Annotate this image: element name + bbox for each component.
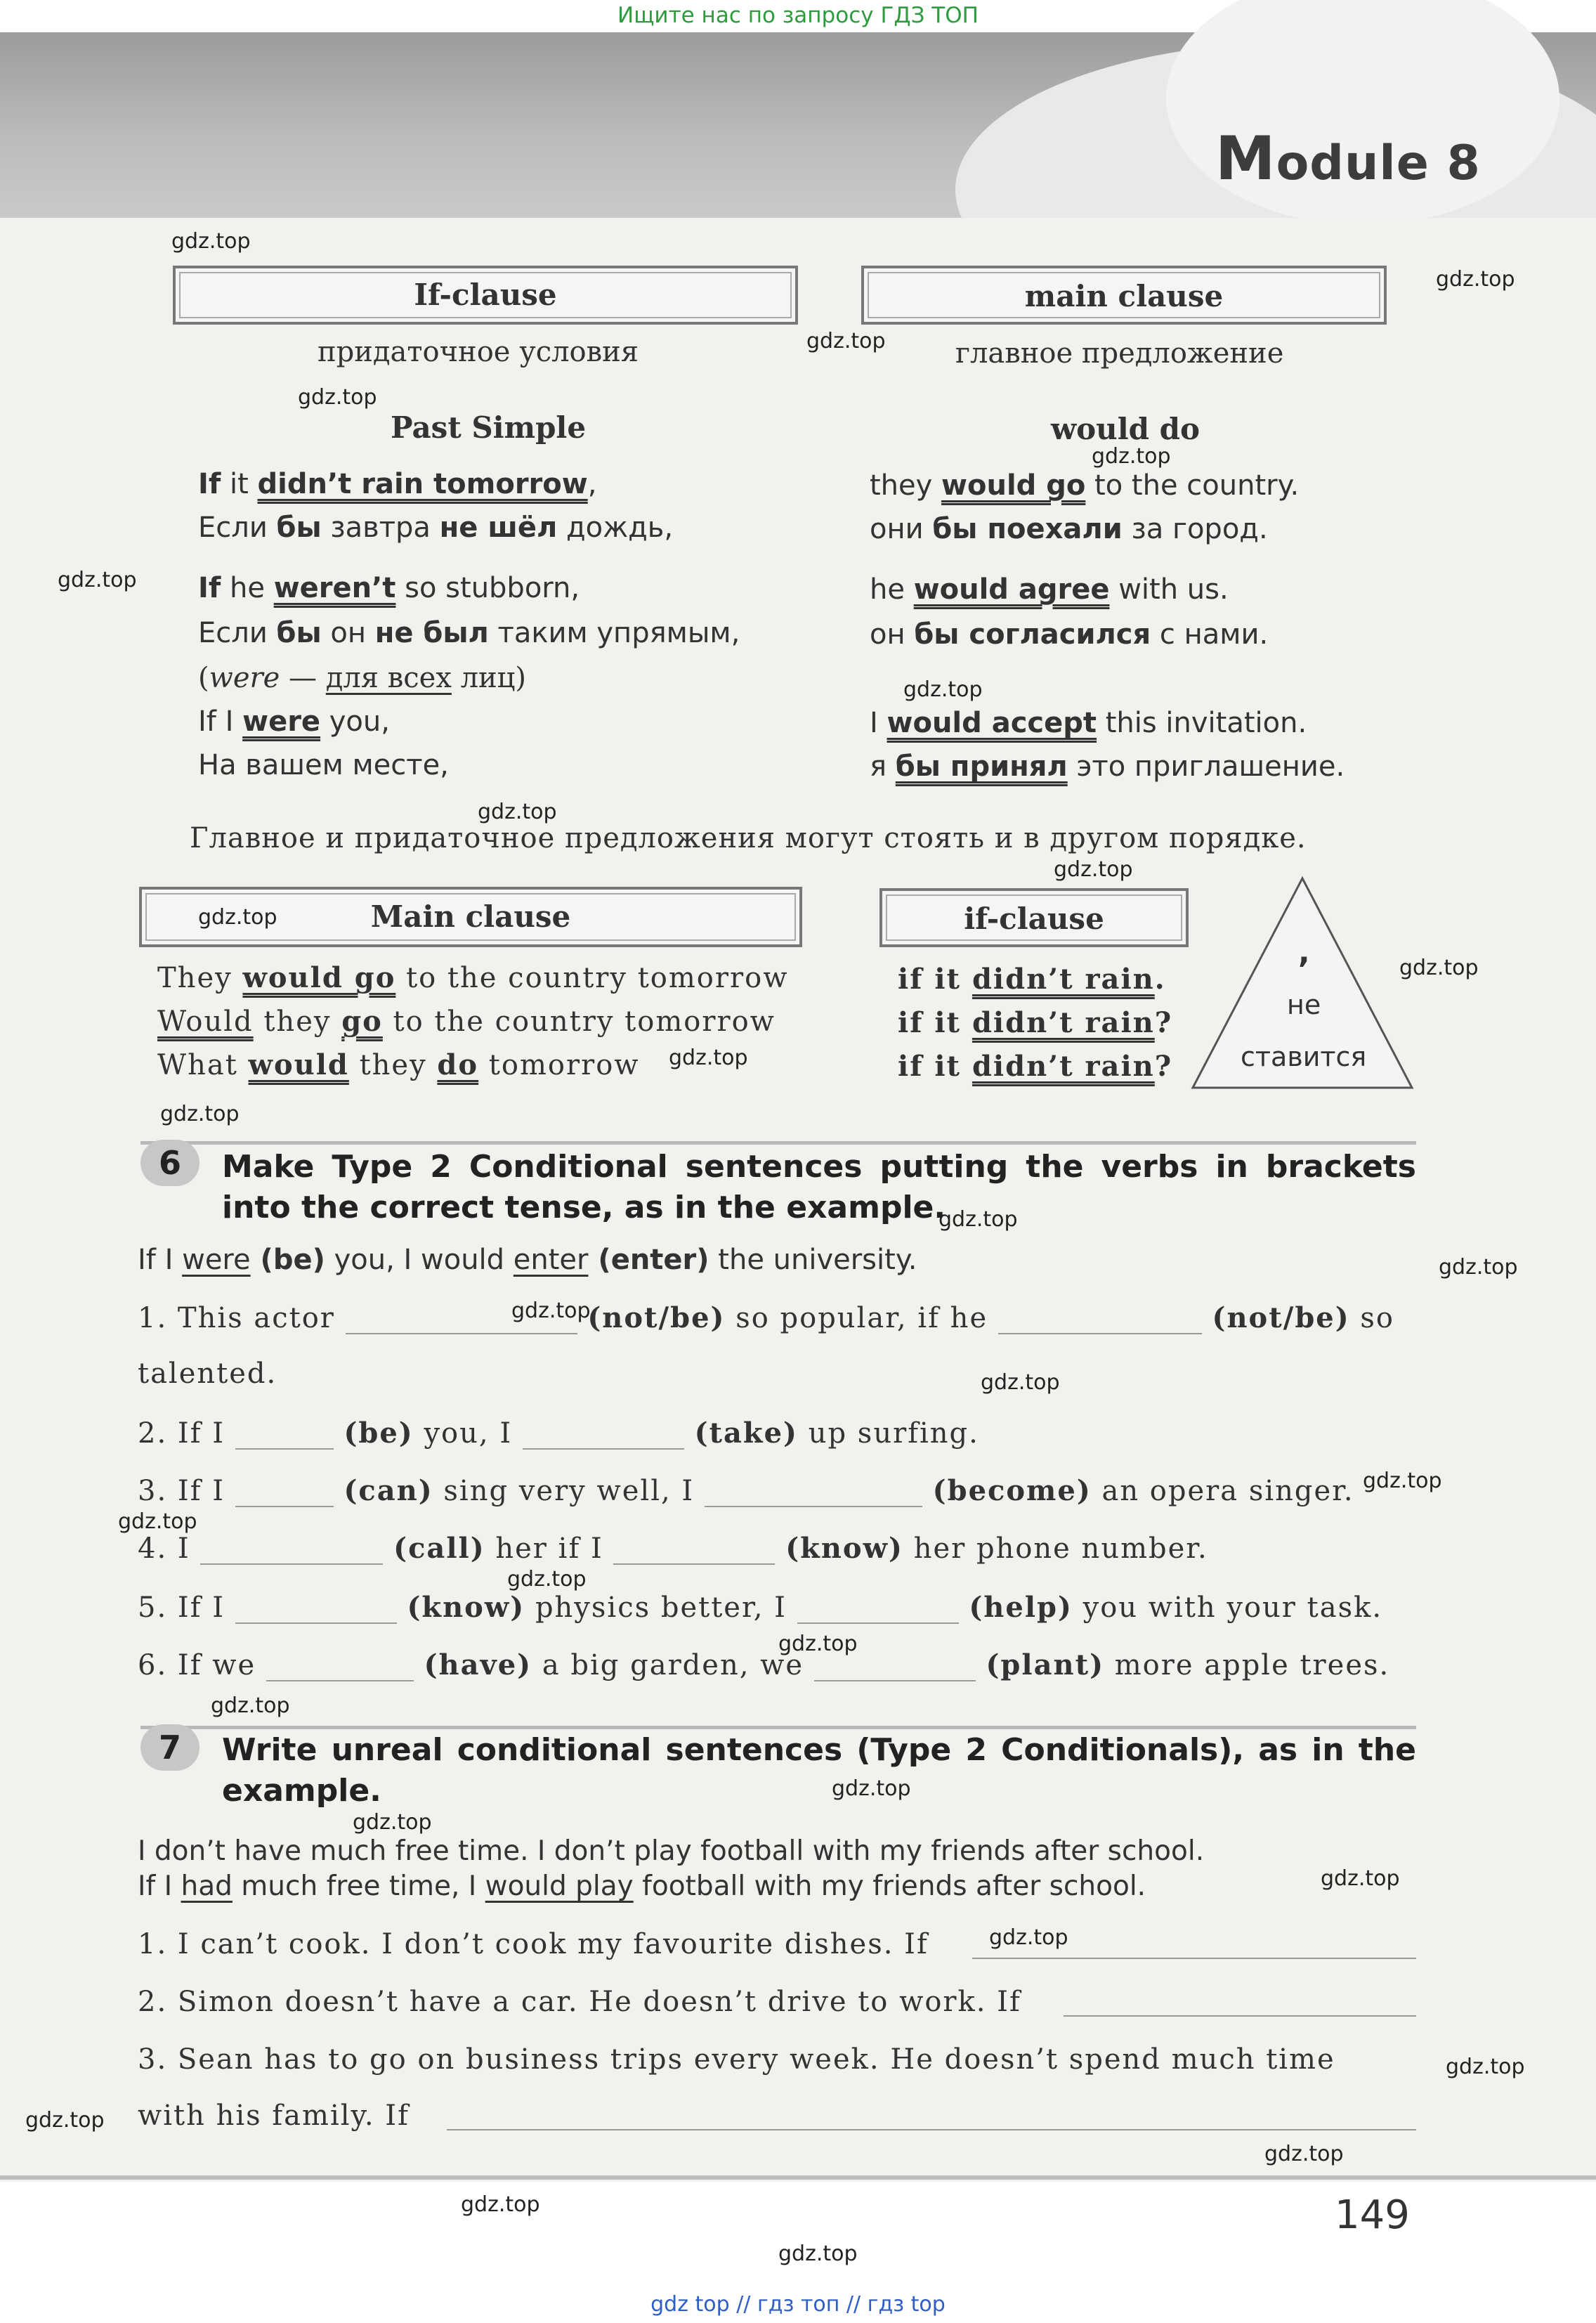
watermark: gdz.top [58, 568, 137, 592]
ex7-item1-answer-line[interactable] [972, 1958, 1416, 1959]
t1-row5-left: (were — для всех лиц) [198, 662, 527, 694]
watermark: gdz.top [1321, 1866, 1400, 1891]
watermark: gdz.top [118, 1509, 197, 1534]
tense-would-do: would do [1051, 412, 1201, 446]
bottom-banner[interactable]: gdz top // гдз топ // гдз top [0, 2286, 1596, 2323]
watermark: gdz.top [778, 1632, 858, 1656]
ex6-rule [140, 1141, 1416, 1145]
if-clause-ru: придаточное условия [318, 336, 639, 368]
watermark: gdz.top [1446, 2055, 1525, 2079]
watermark: gdz.top [511, 1299, 591, 1323]
watermark: gdz.top [903, 677, 983, 702]
t2-left-row2: Would they go to the country tomorrow [157, 1005, 776, 1038]
ex7-item2: 2. Simon doesn’t have a car. He doesn’t drive to work. If [138, 1986, 1021, 2018]
watermark: gdz.top [171, 229, 251, 254]
watermark: gdz.top [1054, 857, 1133, 882]
word-order-note: Главное и придаточное предложения могут стоять и в другом порядке. [190, 822, 1307, 854]
t1-row4-left: Если бы он не был таким упрямым, [198, 617, 740, 649]
watermark: gdz.top [1264, 2142, 1344, 2166]
t1-row7-right: я бы принял это приглашение. [870, 750, 1345, 783]
top-banner[interactable]: Ищите нас по запросу ГДЗ ТОП [617, 3, 979, 28]
watermark: gdz.top [298, 385, 377, 410]
t1-row7-left: На вашем месте, [198, 749, 449, 781]
watermark: gdz.top [211, 1693, 290, 1718]
watermark: gdz.top [25, 2108, 105, 2133]
t2-left-row3: What would they do tomorrow [157, 1048, 640, 1081]
watermark: gdz.top [832, 1776, 911, 1801]
module-title: Module 8 [1215, 124, 1481, 194]
t1-row3-right: he would agree with us. [870, 573, 1229, 606]
main-clause-box: Main clause [139, 887, 802, 947]
tense-past-simple: Past Simple [391, 410, 587, 445]
ex6-item1-line2: talented. [138, 1358, 277, 1390]
page-number: 149 [1335, 2192, 1410, 2238]
ex6-item6: 6. If we (have) a big garden, we (plant) more apple trees. [138, 1648, 1390, 1681]
watermark: gdz.top [1399, 956, 1479, 980]
watermark: gdz.top [507, 1567, 587, 1592]
watermark: gdz.top [938, 1207, 1018, 1232]
ex6-item2-blank1[interactable] [235, 1424, 334, 1450]
t1-row1-left: If it didn’t rain tomorrow, [198, 468, 597, 500]
t1-row4-right: он бы согласился с нами. [870, 618, 1269, 651]
ex7-rule [140, 1726, 1416, 1729]
watermark: gdz.top [1363, 1469, 1442, 1493]
watermark: gdz.top [1439, 1255, 1518, 1280]
t1-row6-left: If I were you, [198, 705, 390, 738]
t1-row2-right: они бы поехали за город. [870, 513, 1268, 545]
ex6-item6-blank1[interactable] [266, 1656, 414, 1681]
watermark: gdz.top [981, 1370, 1060, 1395]
t2-right-row2: if it didn’t rain? [898, 1006, 1173, 1039]
triangle-comma: , [1298, 935, 1310, 970]
ex6-example: If I were (be) you, I would enter (enter) the university. [138, 1244, 917, 1276]
ex6-item4: 4. I (call) her if I (know) her phone number. [138, 1532, 1208, 1565]
watermark: gdz.top [353, 1810, 432, 1835]
t1-row3-left: If he weren’t so stubborn, [198, 572, 580, 604]
if-clause-box: if-clause [879, 888, 1189, 947]
watermark: gdz.top [198, 905, 277, 930]
ex7-example-line2: If I had much free time, I would play football with my friends after school. [138, 1870, 1146, 1902]
ex6-item5-blank2[interactable] [797, 1599, 959, 1624]
triangle-stavitsya: ставится [1241, 1041, 1367, 1072]
ex6-item1-blank2[interactable] [998, 1309, 1202, 1334]
ex7-item2-answer-line[interactable] [1064, 2015, 1416, 2017]
ex6-item3-blank2[interactable] [705, 1482, 922, 1507]
watermark: gdz.top [806, 329, 886, 353]
t1-row6-right: I would accept this invitation. [870, 707, 1307, 739]
ex7-item3-line1: 3. Sean has to go on business trips every week. He doesn’t spend much time [138, 2043, 1335, 2076]
main-clause-header: main clause [861, 266, 1387, 325]
watermark: gdz.top [669, 1046, 748, 1070]
ex6-item6-blank2[interactable] [814, 1656, 976, 1681]
watermark: gdz.top [461, 2192, 540, 2217]
ex6-item4-blank2[interactable] [613, 1540, 775, 1565]
watermark: gdz.top [160, 1102, 240, 1126]
ex7-example-line1: I don’t have much free time. I don’t play football with my friends after school. [138, 1835, 1205, 1867]
t1-row1-right: they would go to the country. [870, 469, 1300, 502]
triangle-ne: не [1287, 989, 1321, 1020]
t2-right-row3: if it didn’t rain? [898, 1050, 1173, 1083]
watermark: gdz.top [1436, 267, 1515, 292]
ex7-title: Write unreal conditional sentences (Type 2 Conditionals), as in the example. [222, 1732, 1416, 1809]
watermark: gdz.top [989, 1925, 1068, 1950]
ex6-item5-blank1[interactable] [235, 1599, 397, 1624]
watermark: gdz.top [778, 2241, 858, 2266]
t2-right-row1: if it didn’t rain. [898, 963, 1166, 996]
t2-left-row1: They would go to the country tomorrow [157, 961, 789, 994]
watermark: gdz.top [478, 800, 557, 824]
ex7-number: 7 [140, 1724, 200, 1771]
footer-rule [0, 2175, 1596, 2180]
ex7-item1: 1. I can’t cook. I don’t cook my favourite dishes. If [138, 1928, 929, 1960]
watermark: gdz.top [1092, 444, 1171, 469]
ex7-item3-line2: with his family. If [138, 2100, 410, 2132]
ex6-item5: 5. If I (know) physics better, I (help) you with your task. [138, 1591, 1383, 1624]
ex6-number: 6 [140, 1140, 200, 1186]
main-clause-ru: главное предложение [955, 337, 1284, 370]
ex6-item1-line1: 1. This actor (not/be) so popular, if he (not/be) so [138, 1301, 1394, 1334]
t1-row2-left: Если бы завтра не шёл дождь, [198, 512, 674, 544]
ex6-item2: 2. If I (be) you, I (take) up surfing. [138, 1417, 979, 1450]
if-clause-header: If-clause [173, 266, 798, 325]
ex7-item3-answer-line[interactable] [447, 2129, 1416, 2130]
ex6-item4-blank1[interactable] [200, 1540, 383, 1565]
ex6-item2-blank2[interactable] [523, 1424, 684, 1450]
ex6-item3: 3. If I (can) sing very well, I (become) an opera singer. [138, 1474, 1354, 1507]
ex6-item3-blank1[interactable] [235, 1482, 334, 1507]
ex6-title: Make Type 2 Conditional sentences putting the verbs in brackets into the correct tense, as in the example. [222, 1149, 1416, 1225]
